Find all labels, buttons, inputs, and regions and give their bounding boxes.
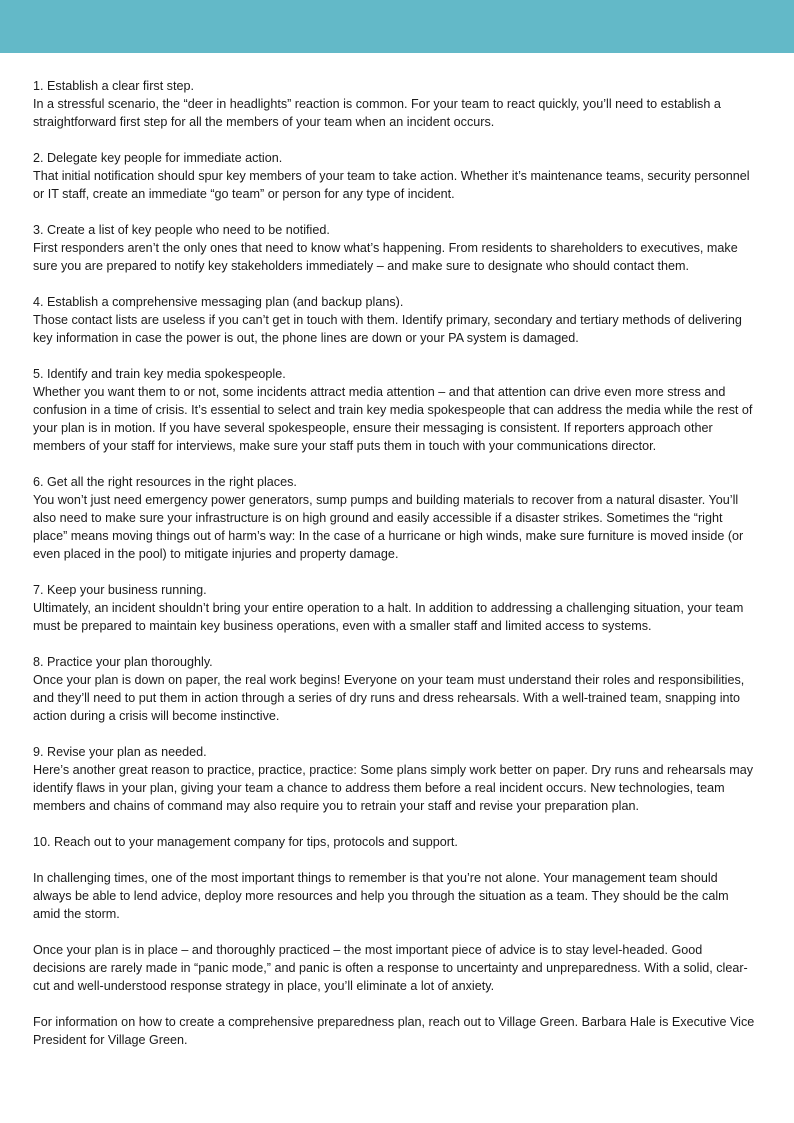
section-body: Those contact lists are useless if you can’t get in touch with them. Identify primary, secondary and tertiary methods of delivering key information in case the power is out, the phone lines are down or your PA system is damaged.: [33, 313, 742, 345]
section-body: First responders aren’t the only ones that need to know what’s happening. From residents to shareholders to executives, make sure you are prepared to notify key stakeholders immediately – and make sure to designate who should contact them.: [33, 241, 738, 273]
section-7: [33, 581, 755, 635]
section-heading: 7. Keep your business running.: [33, 583, 207, 597]
section-body: Ultimately, an incident shouldn’t bring your entire operation to a halt. In addition to addressing a challenging situation, your team must be prepared to maintain key business operations, even with a smaller staff and limited access to systems.: [33, 601, 744, 633]
closing-paragraph: For information on how to create a comprehensive preparedness plan, reach out to Village Green. Barbara Hale is Executive Vice President for Village Green.: [33, 1015, 755, 1047]
section-5: [33, 365, 755, 455]
section-heading: 8. Practice your plan thoroughly.: [33, 655, 213, 669]
section-heading: 9. Revise your plan as needed.: [33, 745, 207, 759]
section-6: [33, 473, 755, 563]
section-body: You won’t just need emergency power generators, sump pumps and building materials to recover from a natural disaster. You’ll also need to make sure your infrastructure is on high ground and easily accessible if a disaster strikes. Sometimes the “right place” means moving things out of harm’s way: In the case of a hurricane or high winds, make sure furniture is moved inside (or even placed in the pool) to mitigate injuries and property damage.: [33, 493, 744, 561]
section-10: [33, 833, 755, 851]
section-body: Once your plan is down on paper, the real work begins! Everyone on your team must understand their roles and responsibilities, and they’ll need to put them in action through a series of dry runs and dress rehearsals. With a well-trained team, snapping into action during a crisis will become instinctive.: [33, 673, 745, 723]
section-heading: 3. Create a list of key people who need to be notified.: [33, 223, 330, 237]
section-heading: 10. Reach out to your management company for tips, protocols and support.: [33, 835, 458, 849]
closing-paragraph: In challenging times, one of the most important things to remember is that you’re not alone. Your management team should always be able to lend advice, deploy more resources and help you through the situation as a team. They should be the calm amid the storm.: [33, 871, 729, 921]
section-heading: 1. Establish a clear first step.: [33, 79, 194, 93]
section-heading: 4. Establish a comprehensive messaging plan (and backup plans).: [33, 295, 404, 309]
section-body: Here’s another great reason to practice, practice, practice: Some plans simply work better on paper. Dry runs and rehearsals may identify flaws in your plan, giving your team a chance to address them before a real incident occurs. New technologies, team members and chains of command may also require you to retrain your staff and revise your preparation plan.: [33, 763, 754, 813]
section-9: [33, 743, 755, 815]
section-3: [33, 221, 755, 275]
section-heading: 2. Delegate key people for immediate action.: [33, 151, 283, 165]
document-body: [33, 77, 755, 1067]
section-body: Whether you want them to or not, some incidents attract media attention – and that attention can drive even more stress and confusion in a time of crisis. It’s essential to select and train key media spokespeople that can address the media while the rest of your plan is in motion. If you have several spokespeople, ensure their messaging is consistent. If reporters approach other members of your staff for interviews, make sure your staff puts them in touch with your communications director.: [33, 385, 753, 453]
section-body: That initial notification should spur key members of your team to take action. Whether it’s maintenance teams, security personnel or IT staff, create an immediate “go team” or person for any type of incident.: [33, 169, 750, 201]
section-8: [33, 653, 755, 725]
section-heading: 5. Identify and train key media spokespeople.: [33, 367, 286, 381]
section-1: [33, 77, 755, 131]
closing-paragraph: Once your plan is in place – and thoroughly practiced – the most important piece of advice is to stay level-headed. Good decisions are rarely made in “panic mode,” and panic is often a response to uncertainty and unpreparedness. With a solid, clear-cut and well-understood response strategy in place, you’ll eliminate a lot of anxiety.: [33, 943, 748, 993]
section-4: [33, 293, 755, 347]
header-band: [0, 0, 794, 53]
section-heading: 6. Get all the right resources in the right places.: [33, 475, 297, 489]
section-body: In a stressful scenario, the “deer in headlights” reaction is common. For your team to react quickly, you’ll need to establish a straightforward first step for all the members of your team when an incident occurs.: [33, 97, 721, 129]
section-2: [33, 149, 755, 203]
